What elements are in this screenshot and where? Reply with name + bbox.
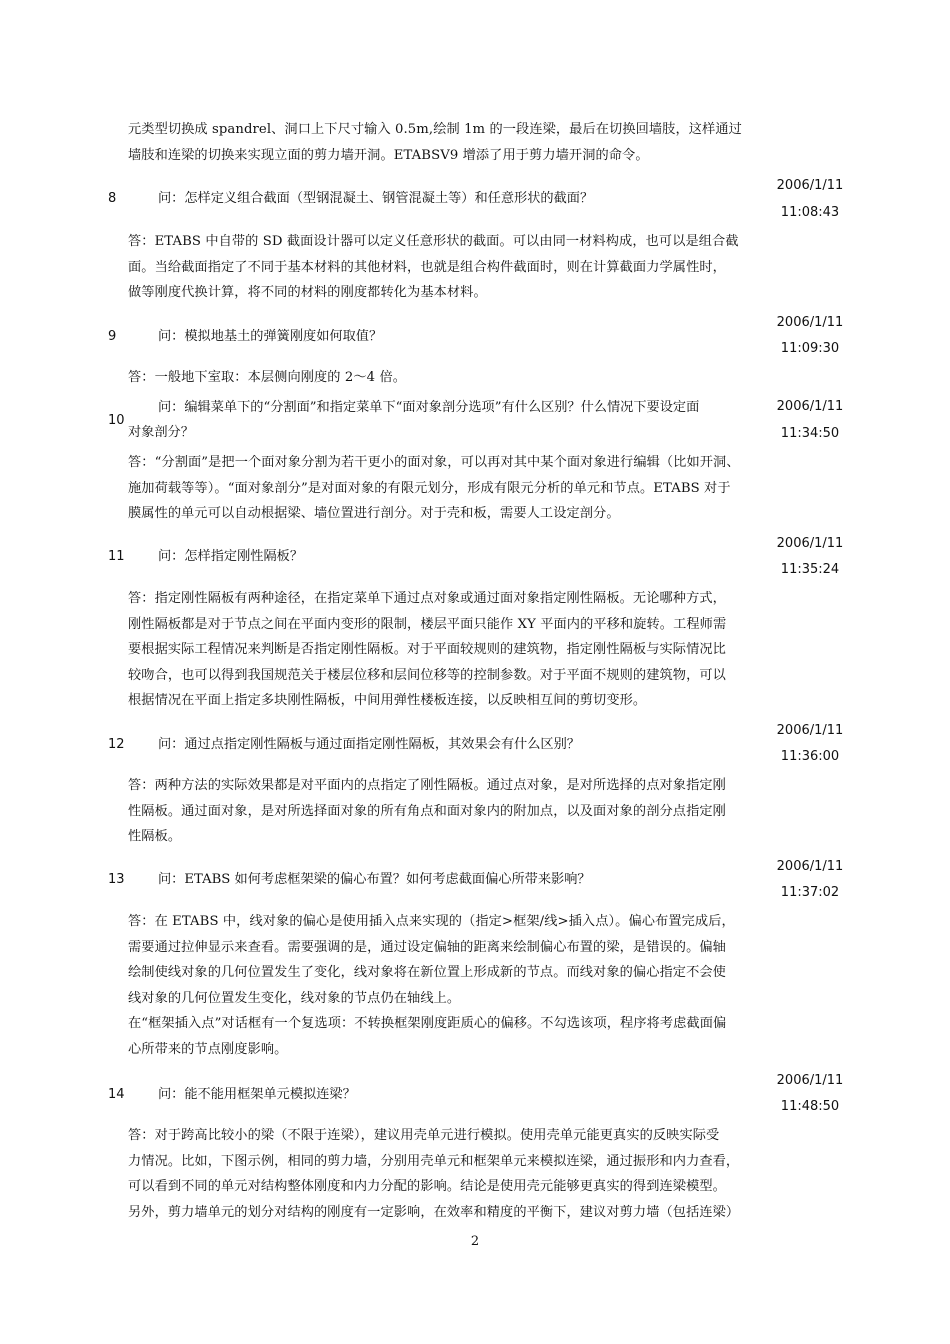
answer-line: 要根据实际工程情况来判断是否指定刚性隔板。对于平面较规则的建筑物，指定刚性隔板与实际情况比: [128, 642, 726, 657]
qa-time: 11:34:50: [780, 426, 840, 441]
qa-number: 12: [108, 737, 125, 752]
answer-line: 在“框架插入点”对话框有一个复选项：不转换框架刚度距质心的偏移。不勾选该项，程序将考虑截面偏: [128, 1016, 727, 1031]
qa-answer: [128, 229, 776, 306]
qa-time: 11:36:00: [780, 749, 840, 764]
qa-answer: [128, 909, 776, 1062]
answer-line: 答：在 ETABS 中，线对象的偏心是使用插入点来实现的（指定>框架/线>插入点）。偏心布置完成后，: [128, 914, 735, 929]
answer-line: 答：ETABS 中自带的 SD 截面设计器可以定义任意形状的截面。可以由同一材料构成，也可以是组合截: [128, 234, 739, 249]
qa-answer: [128, 365, 776, 391]
answer-line: 另外，剪力墙单元的划分对结构的刚度有一定影响，在效率和精度的平衡下，建议对剪力墙（包括连梁）: [128, 1204, 740, 1220]
qa-date: 2006/1/11: [776, 1073, 844, 1088]
qa-answer: [128, 773, 776, 850]
qa-number: 13: [108, 872, 125, 887]
qa-question: 问：怎样定义组合截面（型钢混凝土、钢管混凝土等）和任意形状的截面？: [158, 191, 594, 206]
qa-time: 11:37:02: [780, 885, 840, 900]
qa-question: 问：通过点指定刚性隔板与通过面指定刚性隔板，其效果会有什么区别？: [158, 737, 580, 752]
qa-date: 2006/1/11: [776, 315, 844, 330]
qa-question-line: 问：编辑菜单下的“分割面”和指定菜单下“面对象剖分选项”有什么区别？什么情况下要设定面: [158, 400, 700, 415]
answer-line: 力情况。比如，下图示例，相同的剪力墙，分别用壳单元和框架单元来模拟连梁，通过振形和内力查看，: [128, 1153, 740, 1169]
qa-time: 11:09:30: [780, 341, 840, 356]
intro-line: 元类型切换成 spandrel、洞口上下尺寸输入 0.5m,绘制 1m 的一段连梁，最后在切换回墙肢，这样通过: [128, 122, 742, 137]
intro-line: 墙肢和连梁的切换来实现立面的剪力墙开洞。ETABSV9 增添了用于剪力墙开洞的命令。: [128, 147, 649, 163]
intro-paragraph: [128, 117, 776, 168]
answer-line: 可以看到不同的单元对结构整体刚度和内力分配的影响。结论是使用壳元能够更真实的得到连梁模型。: [128, 1179, 726, 1194]
answer-line: 性隔板。: [128, 829, 182, 844]
qa-question: 问：怎样指定刚性隔板？: [158, 549, 304, 564]
answer-line: 根据情况在平面上指定多块刚性隔板，中间用弹性楼板连接，以反映相互间的剪切变形。: [128, 693, 647, 708]
answer-line: 面。当给截面指定了不同于基本材料的其他材料，也就是组合构件截面时，则在计算截面力学属性时，: [128, 259, 726, 275]
answer-line: 较吻合，也可以得到我国规范关于楼层位移和层间位移等的控制参数。对于平面不规则的建筑物，可以: [128, 667, 726, 683]
qa-question: 问：能不能用框架单元模拟连梁？: [158, 1087, 356, 1102]
qa-number: 11: [108, 549, 125, 564]
answer-line: 性隔板。通过面对象，是对所选择面对象的所有角点和面对象内的附加点，以及面对象的剖分点指定刚: [128, 803, 726, 819]
answer-line: 施加荷载等等）。“面对象剖分”是对面对象的有限元划分，形成有限元分析的单元和节点。ETABS 对于: [128, 480, 731, 496]
qa-date: 2006/1/11: [776, 399, 844, 414]
qa-date: 2006/1/11: [776, 536, 844, 551]
qa-question-line: 对象剖分？: [128, 425, 194, 440]
answer-line: 心所带来的节点刚度影响。: [128, 1041, 288, 1057]
answer-line: 答：一般地下室取：本层侧向刚度的 2～4 倍。: [128, 370, 407, 385]
qa-number: 14: [108, 1087, 125, 1102]
qa-question: 问：ETABS 如何考虑框架梁的偏心布置？如何考虑截面偏心所带来影响？: [158, 872, 591, 887]
qa-time: 11:48:50: [780, 1099, 840, 1114]
answer-line: 答：“分割面”是把一个面对象分割为若干更小的面对象，可以再对其中某个面对象进行编辑（比如开洞、: [128, 455, 740, 470]
answer-line: 刚性隔板都是对于节点之间在平面内变形的限制，楼层平面只能作 XY 平面内的平移和旋转。工程师需: [128, 616, 727, 632]
qa-time: 11:08:43: [780, 205, 840, 220]
answer-line: 答：指定刚性隔板有两种途径，在指定菜单下通过点对象或通过面对象指定刚性隔板。无论哪种方式，: [128, 591, 726, 606]
qa-answer: [128, 1123, 776, 1225]
answer-line: 答：对于跨高比较小的梁（不限于连梁），建议用壳单元进行模拟。使用壳单元能更真实的反映实际受: [128, 1128, 720, 1143]
answer-line: 线对象的几何位置发生变化，线对象的节点仍在轴线上。: [128, 990, 461, 1006]
qa-date: 2006/1/11: [776, 178, 844, 193]
qa-question: 问：模拟地基土的弹簧刚度如何取值？: [158, 329, 383, 344]
qa-number: 10: [108, 413, 125, 428]
answer-line: 膜属性的单元可以自动根据梁、墙位置进行剖分。对于壳和板，需要人工设定剖分。: [128, 506, 620, 521]
qa-answer: [128, 586, 776, 714]
answer-line: 做等刚度代换计算，将不同的材料的刚度都转化为基本材料。: [128, 285, 487, 300]
qa-time: 11:35:24: [780, 562, 840, 577]
answer-line: 需要通过拉伸显示来查看。需要强调的是，通过设定偏轴的距离来绘制偏心布置的梁，是错误的。偏轴: [128, 939, 726, 955]
qa-number: 9: [108, 329, 117, 344]
qa-answer: [128, 450, 776, 527]
qa-date: 2006/1/11: [776, 723, 844, 738]
qa-number: 8: [108, 191, 117, 206]
page-number: 2: [470, 1234, 480, 1249]
qa-date: 2006/1/11: [776, 859, 844, 874]
answer-line: 绘制使线对象的几何位置发生了变化，线对象将在新位置上形成新的节点。而线对象的偏心指定不会使: [128, 965, 726, 980]
answer-line: 答：两种方法的实际效果都是对平面内的点指定了刚性隔板。通过点对象，是对所选择的点对象指定刚: [128, 778, 726, 793]
